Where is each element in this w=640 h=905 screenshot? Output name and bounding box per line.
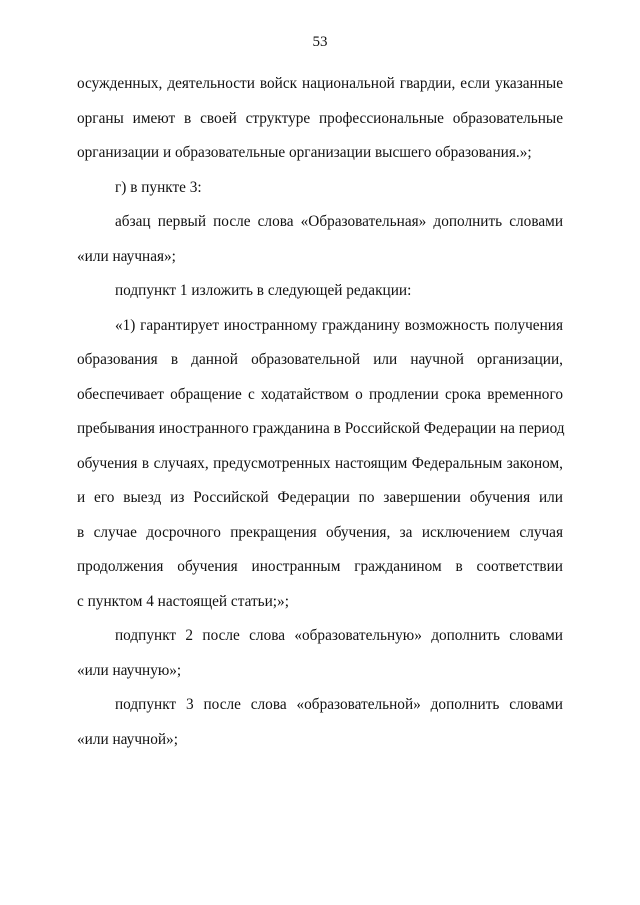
text-line: органы имеют в своей структуре профессиональные образовательные	[77, 109, 563, 127]
text-line: образования в данной образовательной или научной организации,	[77, 351, 563, 368]
text-line: абзац первый после слова «Образовательная» дополнить словами	[115, 213, 563, 230]
document-body	[77, 67, 563, 757]
text-line: г) в пункте 3:	[115, 178, 202, 196]
text-line: «1) гарантирует иностранному гражданину возможность получения	[115, 316, 563, 334]
text-line: продолжения обучения иностранным гражданином в соответствии	[77, 558, 563, 575]
text-line: «или научная»;	[77, 247, 176, 265]
page-number: 53	[312, 34, 328, 50]
text-line: организации и образовательные организации высшего образования.»;	[77, 144, 532, 161]
text-line: пребывания иностранного гражданина в Российской Федерации на период	[77, 420, 565, 437]
text-line: осужденных, деятельности войск национальной гвардии, если указанные	[77, 75, 563, 92]
text-line: обеспечивает обращение с ходатайством о продлении срока временного	[77, 385, 563, 403]
text-line: подпункт 3 после слова «образовательной» дополнить словами	[115, 696, 563, 713]
text-line: подпункт 2 после слова «образовательную» дополнить словами	[115, 627, 563, 644]
text-line: с пунктом 4 настоящей статьи;»;	[77, 592, 289, 610]
text-line: «или научной»;	[77, 730, 178, 748]
text-line: подпункт 1 изложить в следующей редакции:	[115, 282, 412, 299]
text-line: обучения в случаях, предусмотренных настоящим Федеральным законом,	[77, 454, 563, 472]
text-line: и его выезд из Российской Федерации по завершении обучения или	[77, 489, 563, 506]
text-line: «или научную»;	[77, 661, 182, 679]
text-line: в случае досрочного прекращения обучения, за исключением случая	[77, 523, 563, 541]
